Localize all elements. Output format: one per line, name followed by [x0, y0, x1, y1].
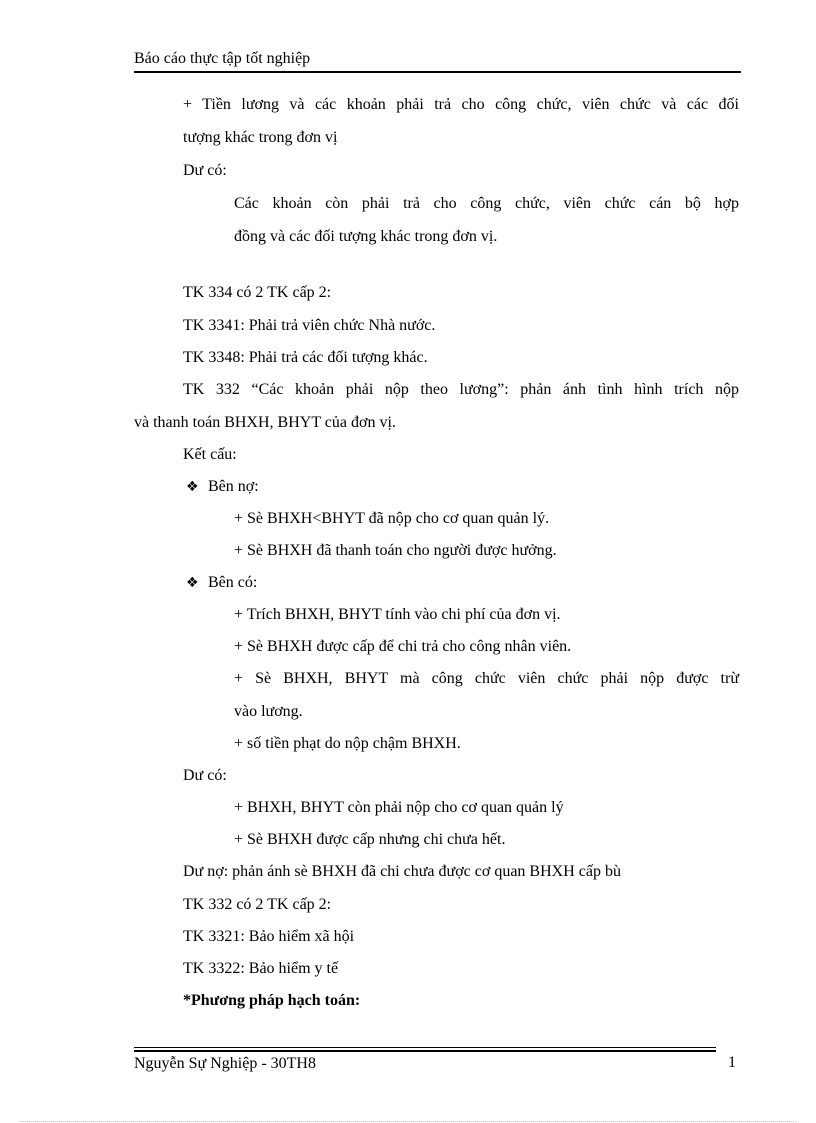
text-line: + Sè BHXH được cấp để chi trả cho công nhân viên.: [234, 638, 572, 655]
text-line: TK 334 có 2 TK cấp 2:: [183, 284, 332, 301]
text-line: + BHXH, BHYT còn phải nộp cho cơ quan quản lý: [234, 799, 564, 816]
text-line: Kết cấu:: [183, 446, 237, 463]
bullet-label: Bên có:: [208, 574, 258, 591]
text-line: TK 332 “Các khoản phải nộp theo lương”: phản ánh tình hình trích nộp: [183, 381, 739, 398]
bullet-label: Bên nợ:: [208, 478, 259, 495]
text-line: + Sè BHXH đã thanh toán cho người được hưởng.: [234, 542, 557, 559]
text-line: + Sè BHXH được cấp nhưng chi chưa hết.: [234, 831, 506, 848]
text-line: vào lương.: [234, 703, 303, 720]
section-heading: *Phương pháp hạch toán:: [183, 992, 361, 1009]
text-line: và thanh toán BHXH, BHYT của đơn vị.: [134, 414, 396, 431]
bullet-item: [186, 477, 259, 497]
text-line: + Trích BHXH, BHYT tính vào chi phí của đơn vị.: [234, 606, 561, 623]
text-line: + Sè BHXH<BHYT đã nộp cho cơ quan quản lý.: [234, 510, 550, 527]
page-edge-divider: [20, 1121, 796, 1122]
text-line: Dư có:: [183, 162, 227, 179]
text-line: TK 3321: Bảo hiểm xã hội: [183, 928, 355, 945]
bullet-item: [186, 573, 257, 593]
footer-rule: [134, 1047, 716, 1048]
diamond-bullet-icon: ❖: [186, 479, 199, 495]
footer-author: Nguyễn Sự Nghiệp - 30TH8: [134, 1055, 316, 1072]
text-line: TK 332 có 2 TK cấp 2:: [183, 896, 332, 913]
diamond-bullet-icon: ❖: [186, 575, 199, 591]
header-title: Báo cáo thực tập tốt nghiệp: [134, 50, 311, 67]
header-rule: [134, 71, 741, 73]
text-line: đồng và các đối tượng khác trong đơn vị.: [234, 228, 498, 245]
text-line: + số tiền phạt do nộp chậm BHXH.: [234, 735, 461, 752]
text-line: + Sè BHXH, BHYT mà công chức viên chức phải nộp được trừ: [234, 670, 739, 687]
text-line: Các khoản còn phải trả cho công chức, viên chức cán bộ hợp: [234, 195, 739, 212]
text-line: TK 3341: Phải trả viên chức Nhà nước.: [183, 317, 436, 334]
text-line: Dư có:: [183, 767, 227, 784]
text-line: tượng khác trong đơn vị: [183, 129, 338, 146]
page-number: 1: [728, 1054, 736, 1071]
text-line: TK 3322: Bảo hiểm y tế: [183, 960, 339, 977]
text-line: Dư nợ: phản ánh sè BHXH đã chi chưa được cơ quan BHXH cấp bù: [183, 863, 621, 880]
footer-rule: [134, 1050, 716, 1052]
text-line: TK 3348: Phải trả các đối tượng khác.: [183, 349, 428, 366]
text-line: + Tiền lương và các khoản phải trả cho công chức, viên chức và các đối: [183, 96, 739, 113]
